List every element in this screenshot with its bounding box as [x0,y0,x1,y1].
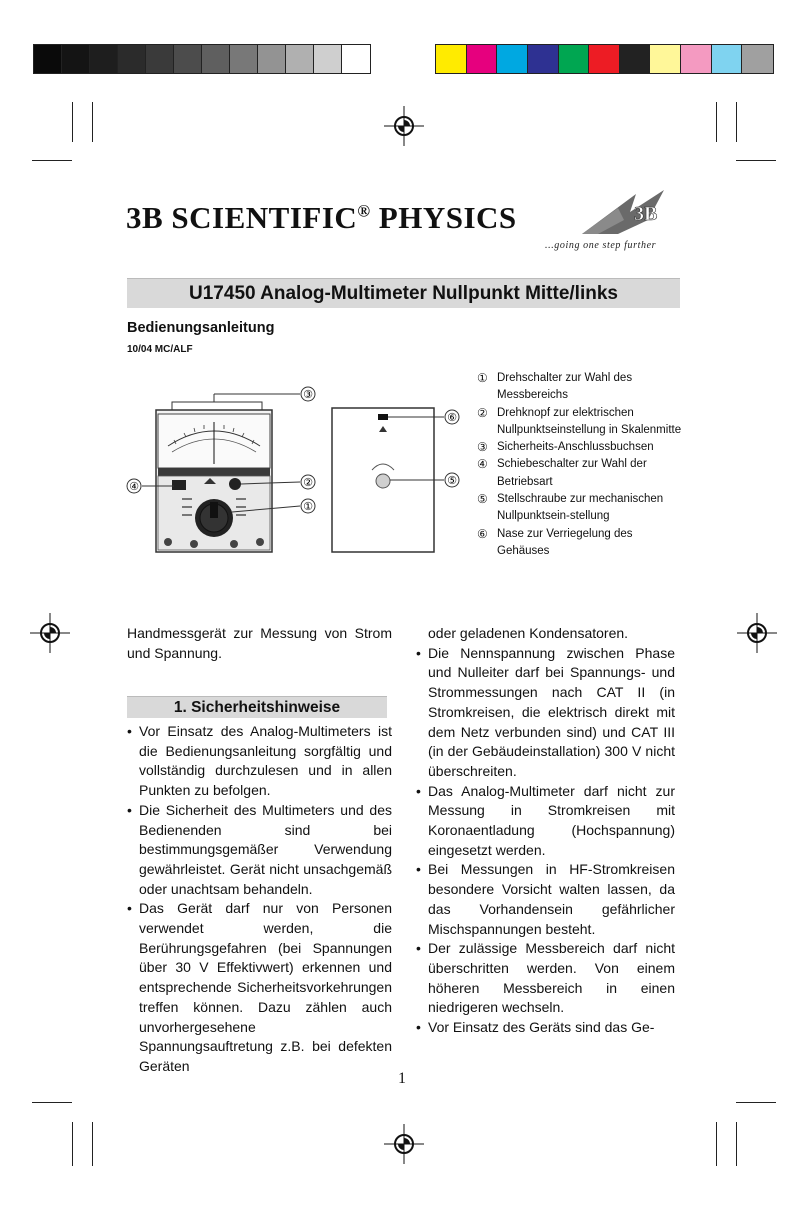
legend-number: ⑥ [477,526,488,541]
page-title: U17450 Analog-Multimeter Nullpunkt Mitte/links [127,278,680,308]
legend-item [477,370,687,405]
callout-5: ⑤ [447,474,457,487]
gray-calibration-bar [33,44,371,74]
bullet-text: Vor Einsatz des Geräts sind das Ge- [428,1019,655,1036]
legend-text: Stellschraube zur mechanischen Nullpunktsein-stellung [497,493,664,523]
bullet-item [416,860,675,939]
legend-text: Drehschalter zur Wahl des Messbereichs [497,372,633,402]
continuation-text: oder geladenen Kondensatoren. [428,625,629,641]
brand-wordmark [126,200,517,236]
bullet-item [416,1018,675,1038]
legend-item [477,439,687,456]
page-number: 1 [398,1070,406,1087]
bullet-item [416,782,675,861]
registration-mark-left [30,613,70,653]
bullet-text: Der zulässige Messbereich darf nicht überschritten werden. Von einem höheren Messbereich in einen niedrigeren wechseln. [428,940,675,1016]
brand-name: 3B SCIENTIFIC [126,200,358,235]
right-column [416,624,675,1038]
bullet-item [416,939,675,1018]
legend-number: ④ [477,457,488,472]
callout-4: ④ [129,480,139,493]
color-swatch [497,45,528,73]
intro-paragraph: Handmessgerät zur Messung von Strom und Spannung. [127,625,392,661]
callout-1: ① [303,500,313,513]
color-swatch [589,45,620,73]
3b-logo [578,186,682,238]
bullet-item [127,899,392,1076]
section-heading: 1. Sicherheitshinweise [127,696,387,718]
bullet-dot: • [416,861,421,878]
legend-item [477,526,687,561]
callout-3: ③ [303,388,313,401]
gray-swatch [342,45,370,73]
bullet-dot: • [416,782,421,799]
bullet-text: Vor Einsatz des Analog-Multimeters ist die Bedienungsanleitung sorgfältig und vollständig durchzulesen und in allen Punkten zu befolgen. [139,723,392,799]
color-swatch [467,45,498,73]
color-swatch [436,45,467,73]
gray-swatch [174,45,202,73]
legend-text: Drehknopf zur elektrischen Nullpunktseinstellung in Skalenmitte [497,406,682,436]
bullet-dot: • [127,900,132,917]
legend-text: Sicherheits-Anschlussbuchsen [497,441,654,454]
bullet-text: Das Gerät darf nur von Personen verwendet werden, die Berührungsgefahren (bei Spannungen über 30 V Effektivwert) erkennen und entsprechende Sicherheitsvorkehrungen treffen können. Dazu zählen auch unvorhergesehene Spannungsauftretung z.B. bei defekten Geräten [139,900,392,1074]
legend-text: Schiebeschalter zur Wahl der Betriebsart [497,458,647,488]
registered-mark: ® [357,201,371,221]
legend-number: ② [477,405,488,420]
color-calibration-bar [435,44,774,74]
left-column [127,722,392,1077]
legend-text: Nase zur Verriegelung des Gehäuses [497,527,633,557]
color-swatch [620,45,651,73]
color-swatch [528,45,559,73]
legend-item [477,491,687,526]
callout-2: ② [303,476,313,489]
bullet-dot: • [127,801,132,818]
bullet-dot: • [416,940,421,957]
intro-paragraph-block [127,624,392,663]
brand-suffix: PHYSICS [370,200,517,235]
gray-swatch [286,45,314,73]
gray-swatch [230,45,258,73]
multimeter-figure [122,380,472,556]
registration-mark-top [384,106,424,146]
color-swatch [681,45,712,73]
gray-swatch [34,45,62,73]
gray-swatch [202,45,230,73]
bullet-text: Das Analog-Multimeter darf nicht zur Messung in Stromkreisen mit Koronaentladung (Hochspannung) eingesetzt werden. [428,782,675,858]
registration-mark-right [737,613,777,653]
color-swatch [742,45,773,73]
gray-swatch [258,45,286,73]
bullet-item [127,801,392,900]
gray-swatch [90,45,118,73]
subtitle: Bedienungsanleitung [127,320,275,336]
bullet-item [416,644,675,782]
document-reference: 10/04 MC/ALF [127,344,193,355]
logo-text: 3B [634,203,658,225]
gray-swatch [146,45,174,73]
legend-item [477,405,687,440]
bullet-text: Die Sicherheit des Multimeters und des Bedienenden sind bei bestimmungsgemäßer Verwendung gewährleistet. Gerät nicht unsachgemäß oder unachtsam behandeln. [139,801,392,897]
gray-swatch [118,45,146,73]
bullet-text: Die Nennspannung zwischen Phase und Nulleiter darf bei Spannungs- und Strommessungen nach CAT II (in Stromkreisen, die elektrisch direkt mit dem Netz verbunden sind) und CAT III (in der Gebäudeinstallation) 300 V nicht überschreiten. [428,644,675,779]
figure-legend [477,370,687,560]
color-swatch [559,45,590,73]
registration-mark-bottom [384,1124,424,1164]
bullet-dot: • [127,723,132,739]
bullet-item [127,722,392,801]
legend-number: ⑤ [477,492,488,507]
bullet-text: Bei Messungen in HF-Stromkreisen besondere Vorsicht walten lassen, da das Vorhandensein gefährlicher Mischspannungen besteht. [428,861,675,937]
color-swatch [712,45,743,73]
legend-item [477,456,687,491]
legend-number: ③ [477,440,488,455]
bullet-dot: • [416,1019,421,1036]
gray-swatch [314,45,342,73]
gray-swatch [62,45,90,73]
color-swatch [650,45,681,73]
tagline: ...going one step further [545,240,657,251]
bullet-dot: • [416,644,421,661]
legend-number: ① [477,371,488,385]
callout-6: ⑥ [447,411,457,424]
